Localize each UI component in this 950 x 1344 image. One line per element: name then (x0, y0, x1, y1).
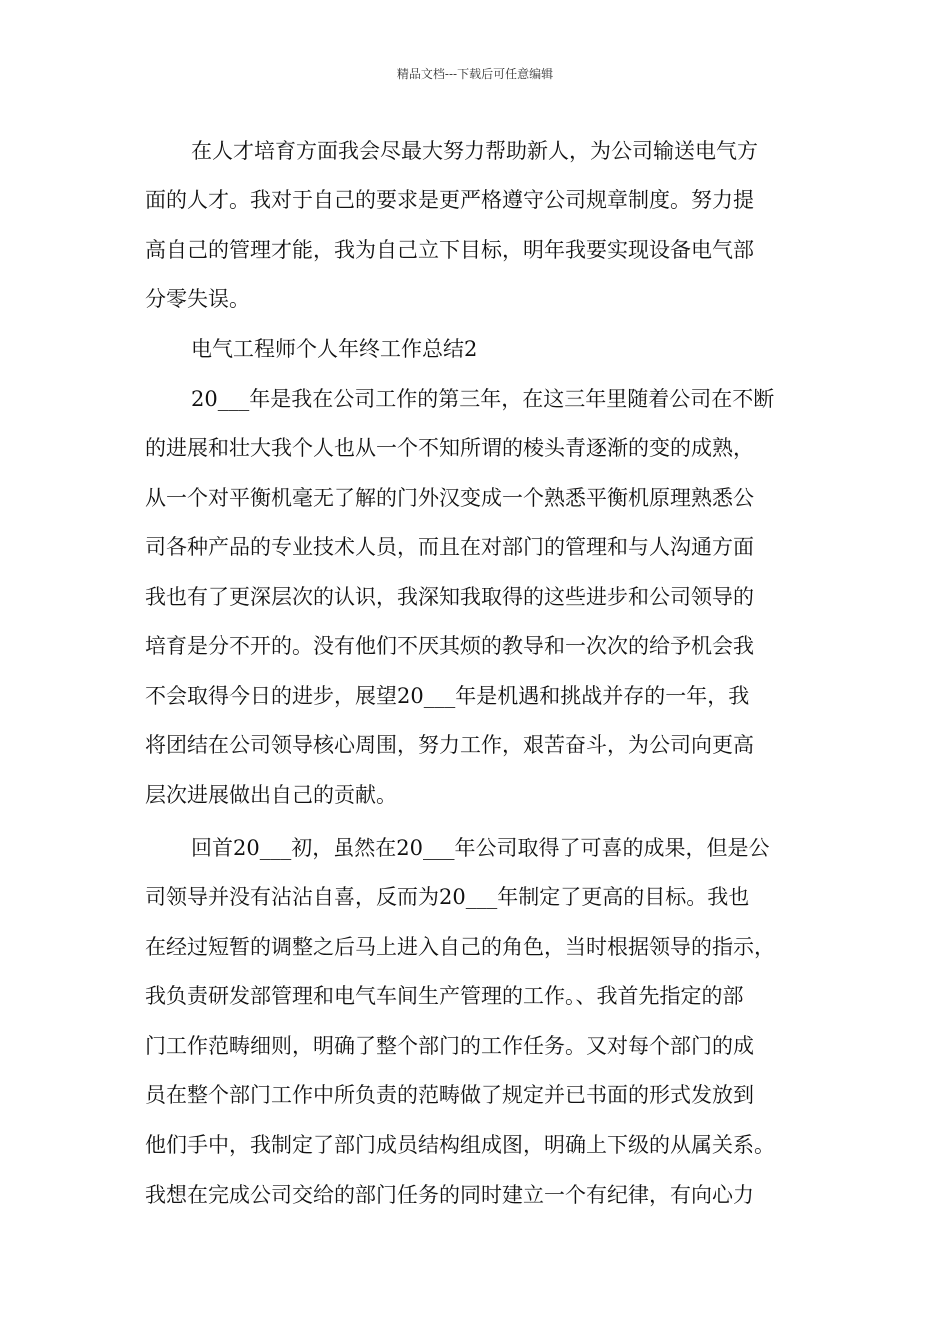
body-line: 司各种产品的专业技术人员，而且在对部门的管理和与人沟通方面 (145, 535, 754, 559)
body-line: 门工作范畴细则，明确了整个部门的工作任务。又对每个部门的成 (145, 1034, 754, 1058)
body-line: 将团结在公司领导核心周围，努力工作，艰苦奋斗，为公司向更高 (145, 733, 754, 757)
page-header: 精品文档---下载后可任意编辑 (396, 67, 554, 81)
body-line: 我想在完成公司交给的部门任务的同时建立一个有纪律，有向心力 (145, 1183, 754, 1207)
body-line: 我也有了更深层次的认识，我深知我取得的这些进步和公司领导的 (145, 585, 754, 609)
body-line: 层次进展做出自己的贡献。 (145, 783, 397, 807)
body-line: 在经过短暂的调整之后马上进入自己的角色，当时根据领导的指示， (145, 935, 775, 959)
body-line: 分零失误。 (145, 287, 250, 311)
body-line: 司领导并没有沾沾自喜，反而为20___年制定了更高的目标。我也 (145, 885, 750, 909)
body-line: 不会取得今日的进步，展望20___年是机遇和挑战并存的一年，我 (145, 684, 750, 708)
body-line: 回首20___初，虽然在20___年公司取得了可喜的成果，但是公 (191, 836, 770, 860)
body-line: 员在整个部门工作中所负责的范畴做了规定并已书面的形式发放到 (145, 1083, 754, 1107)
body-line: 从一个对平衡机毫无了解的门外汉变成一个熟悉平衡机原理熟悉公 (145, 486, 754, 510)
body-line: 他们手中，我制定了部门成员结构组成图，明确上下级的从属关系。 (145, 1133, 775, 1157)
body-line: 高自己的管理才能，我为自己立下目标，明年我要实现设备电气部 (145, 238, 754, 262)
body-line: 的进展和壮大我个人也从一个不知所谓的棱头青逐渐的变的成熟， (145, 436, 754, 460)
body-line: 20___年是我在公司工作的第三年，在这三年里随着公司在不断 (191, 387, 775, 411)
body-line: 我负责研发部管理和电气车间生产管理的工作。、我首先指定的部 (145, 984, 744, 1008)
body-line: 面的人才。我对于自己的要求是更严格遵守公司规章制度。努力提 (145, 188, 754, 212)
body-line: 培育是分不开的。没有他们不厌其烦的教导和一次次的给予机会我 (145, 634, 754, 658)
body-line: 在人才培育方面我会尽最大努力帮助新人，为公司输送电气方 (191, 139, 758, 163)
section-heading: 电气工程师个人年终工作总结2 (191, 337, 478, 361)
